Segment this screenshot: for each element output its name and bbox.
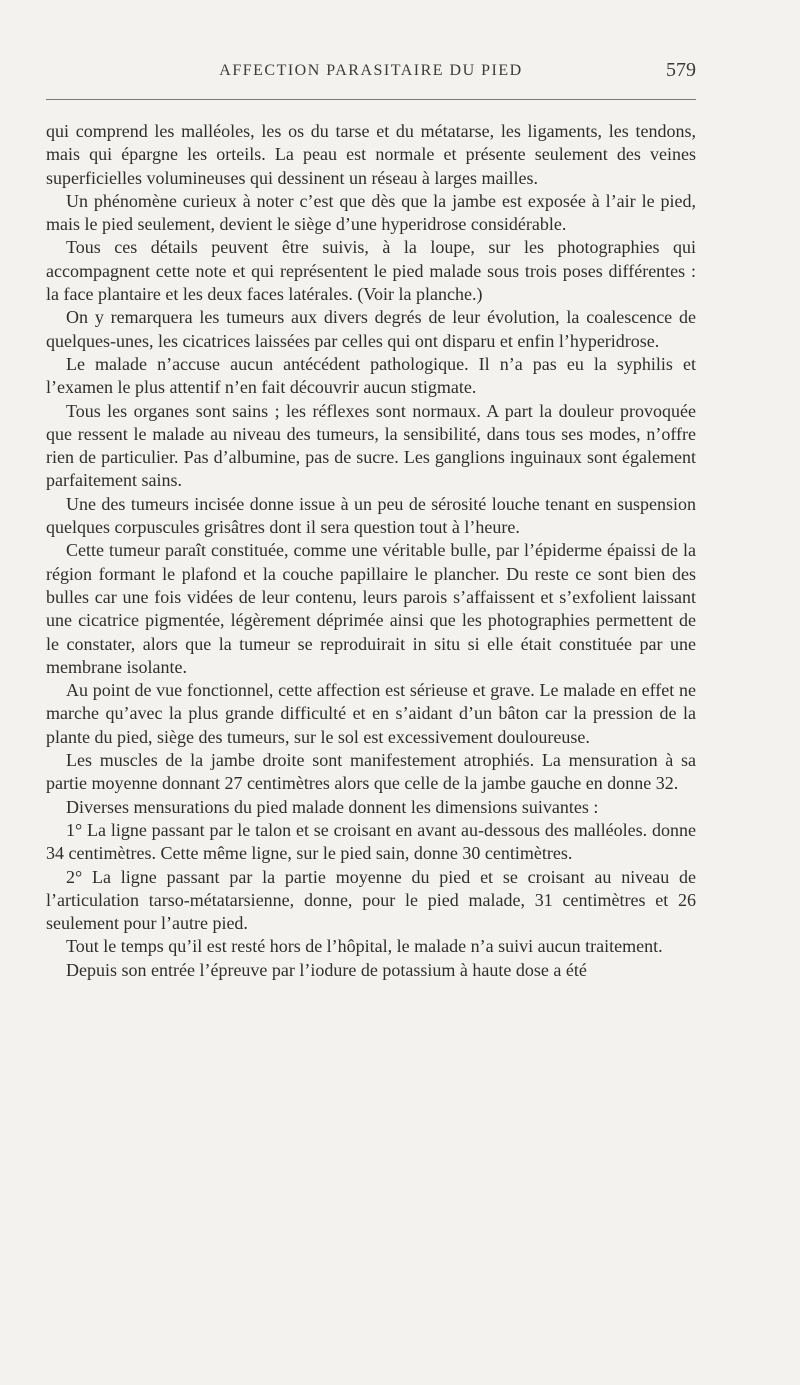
body-text xyxy=(46,120,696,982)
paragraph: Les muscles de la jambe droite sont manifestement atrophiés. La mensuration à sa partie moyenne donnant 27 centimètres alors que celle de la jambe gauche en donne 32. xyxy=(46,750,696,794)
paragraph: Un phénomène curieux à noter c’est que dès que la jambe est exposée à l’air le pied, mais le pied seulement, devient le siège d’une hyperidrose considérable. xyxy=(46,190,696,235)
running-head xyxy=(46,59,696,86)
paragraph: Le malade n’accuse aucun antécédent pathologique. Il n’a pas eu la syphilis et l’examen le plus attentif n’en fait découvrir aucun stigmate. xyxy=(46,353,696,398)
paragraph: Au point de vue fonctionnel, cette affection est sérieuse et grave. Le malade en effet ne marche qu’avec la plus grande difficulté et en s’aidant d’un bâton car la pression de la plante du pied, siège des tumeurs, sur le sol est excessivement douloureuse. xyxy=(46,680,696,747)
page-number: 579 xyxy=(666,59,696,81)
paragraph: Tous ces détails peuvent être suivis, à la loupe, sur les photographies qui accompagnent cette note et qui représentent le pied malade sous trois poses différentes : la face plantaire et les deux faces latérales. (Voir la planche.) xyxy=(46,237,696,305)
paragraph: Depuis son entrée l’épreuve par l’iodure de potassium à haute dose a été xyxy=(66,959,587,980)
paragraph: Une des tumeurs incisée donne issue à un peu de sérosité louche tenant en suspension quelques corpuscules grisâtres dont il sera question tout à l’heure. xyxy=(46,493,696,538)
paragraph: 2° La ligne passant par la partie moyenne du pied et se croisant au niveau de l’articulation tarso-métatarsienne, donne, pour le pied malade, 31 centimètres et 26 seulement pour l’autre pied. xyxy=(46,866,696,934)
header-rule xyxy=(46,99,696,100)
paragraph: On y remarquera les tumeurs aux divers degrés de leur évolution, la coalescence de quelques-unes, les cicatrices laissées par celles qui ont disparu et enfin l’hyperidrose. xyxy=(46,307,696,351)
paragraph: qui comprend les malléoles, les os du tarse et du métatarse, les ligaments, les tendons, mais qui épargne les orteils. La peau est normale et présente seulement des veines superficielles volumineuses qui dessinent un réseau à larges mailles. xyxy=(46,121,696,188)
paragraph: 1° La ligne passant par le talon et se croisant en avant au-dessous des malléoles. donne 34 centimètres. Cette même ligne, sur le pied sain, donne 30 centimètres. xyxy=(46,819,696,864)
paragraph: Cette tumeur paraît constituée, comme une véritable bulle, par l’épiderme épaissi de la région formant le plafond et la couche papillaire le plancher. Du reste ce sont bien des bulles car une fois vidées de leur contenu, leurs parois s’affaissent et s’exfolient laissant une cicatrice pigmentée, légèrement déprimée ainsi que les photographies permettent de le constater, alors que la tumeur se reproduirait in situ si elle était constituée par une membrane isolante. xyxy=(46,540,696,677)
paragraph: Tout le temps qu’il est resté hors de l’hôpital, le malade n’a suivi aucun traitement. xyxy=(66,936,663,957)
paragraph: Diverses mensurations du pied malade donnent les dimensions suivantes : xyxy=(66,796,599,817)
running-title: AFFECTION PARASITAIRE DU PIED xyxy=(219,62,523,79)
paragraph: Tous les organes sont sains ; les réflexes sont normaux. A part la douleur provoquée que ressent le malade au niveau des tumeurs, la sensibilité, dans tous ses modes, n’offre rien de particulier. Pas d’albumine, pas de sucre. Les ganglions inguinaux sont également parfaitement sains. xyxy=(46,400,696,491)
